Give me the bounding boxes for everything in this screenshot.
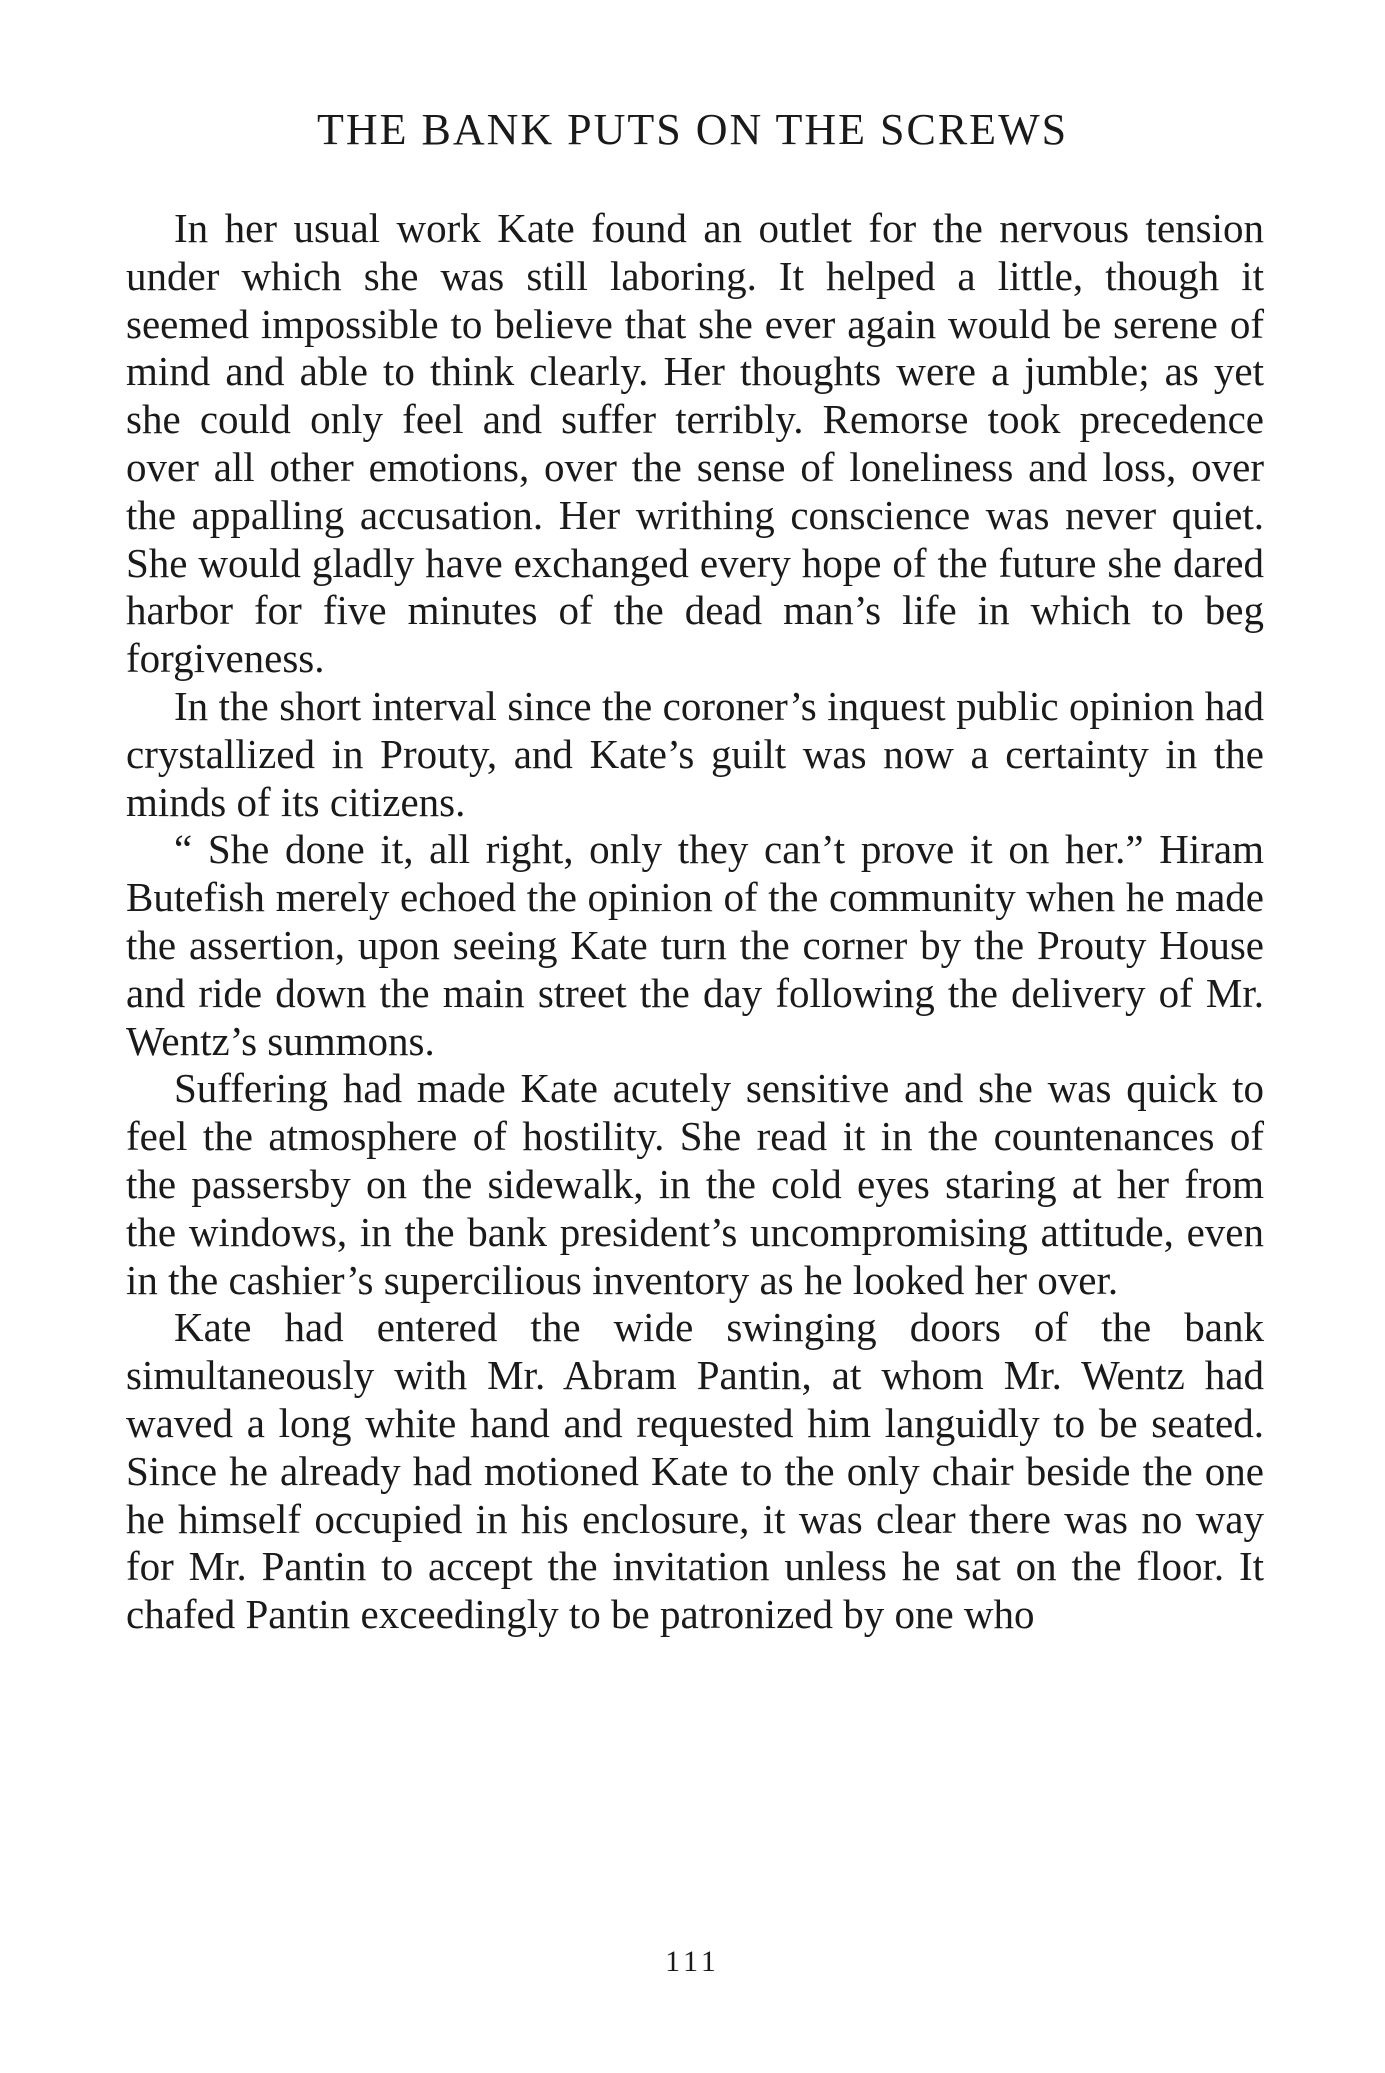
paragraph-2: In the short interval since the coroner’s inquest public opinion had crystallized in Prouty, and Kate’s guilt was now a certainty in the minds of its citizens. (126, 682, 1264, 825)
paragraph-1: In her usual work Kate found an outlet for the nervous tension under which she was still laboring. It helped a little, though it seemed impossible to believe that she ever again would be serene of mind and able to think clearly. Her thoughts were a jumble; as yet she could only feel and suffer terribly. Remorse took precedence over all other emotions, over the sense of loneliness and loss, over the appalling accusation. Her writhing conscience was never quiet. She would gladly have exchanged every hope of the future she dared harbor for five minutes of the dead man’s life in which to beg forgiveness. (126, 205, 1264, 682)
paragraph-4: Suffering had made Kate acutely sensitive and she was quick to feel the atmosphere of hostility. She read it in the countenances of the passersby on the sidewalk, in the cold eyes staring at her from the windows, in the bank president’s uncompromising attitude, even in the cashier’s supercilious inventory as he looked her over. (126, 1065, 1264, 1303)
paragraph-5: Kate had entered the wide swinging doors of the bank simultaneously with Mr. Abram Pantin, at whom Mr. Wentz had waved a long white hand and requested him languidly to be seated. Since he already had motioned Kate to the only chair beside the one he himself occupied in his enclosure, it was clear there was no way for Mr. Pantin to accept the invitation unless he sat on the floor. It chafed Pantin exceedingly to be patronized by one who (126, 1304, 1264, 1638)
page-number: 111 (665, 1945, 720, 1978)
body-text (126, 205, 1264, 1639)
running-head: THE BANK PUTS ON THE SCREWS (316, 105, 1069, 154)
paragraph-3: “ She done it, all right, only they can’t prove it on her.” Hiram Butefish merely echoed the opinion of the community when he made the assertion, upon seeing Kate turn the corner by the Prouty House and ride down the main street the day following the delivery of Mr. Wentz’s summons. (126, 826, 1264, 1064)
